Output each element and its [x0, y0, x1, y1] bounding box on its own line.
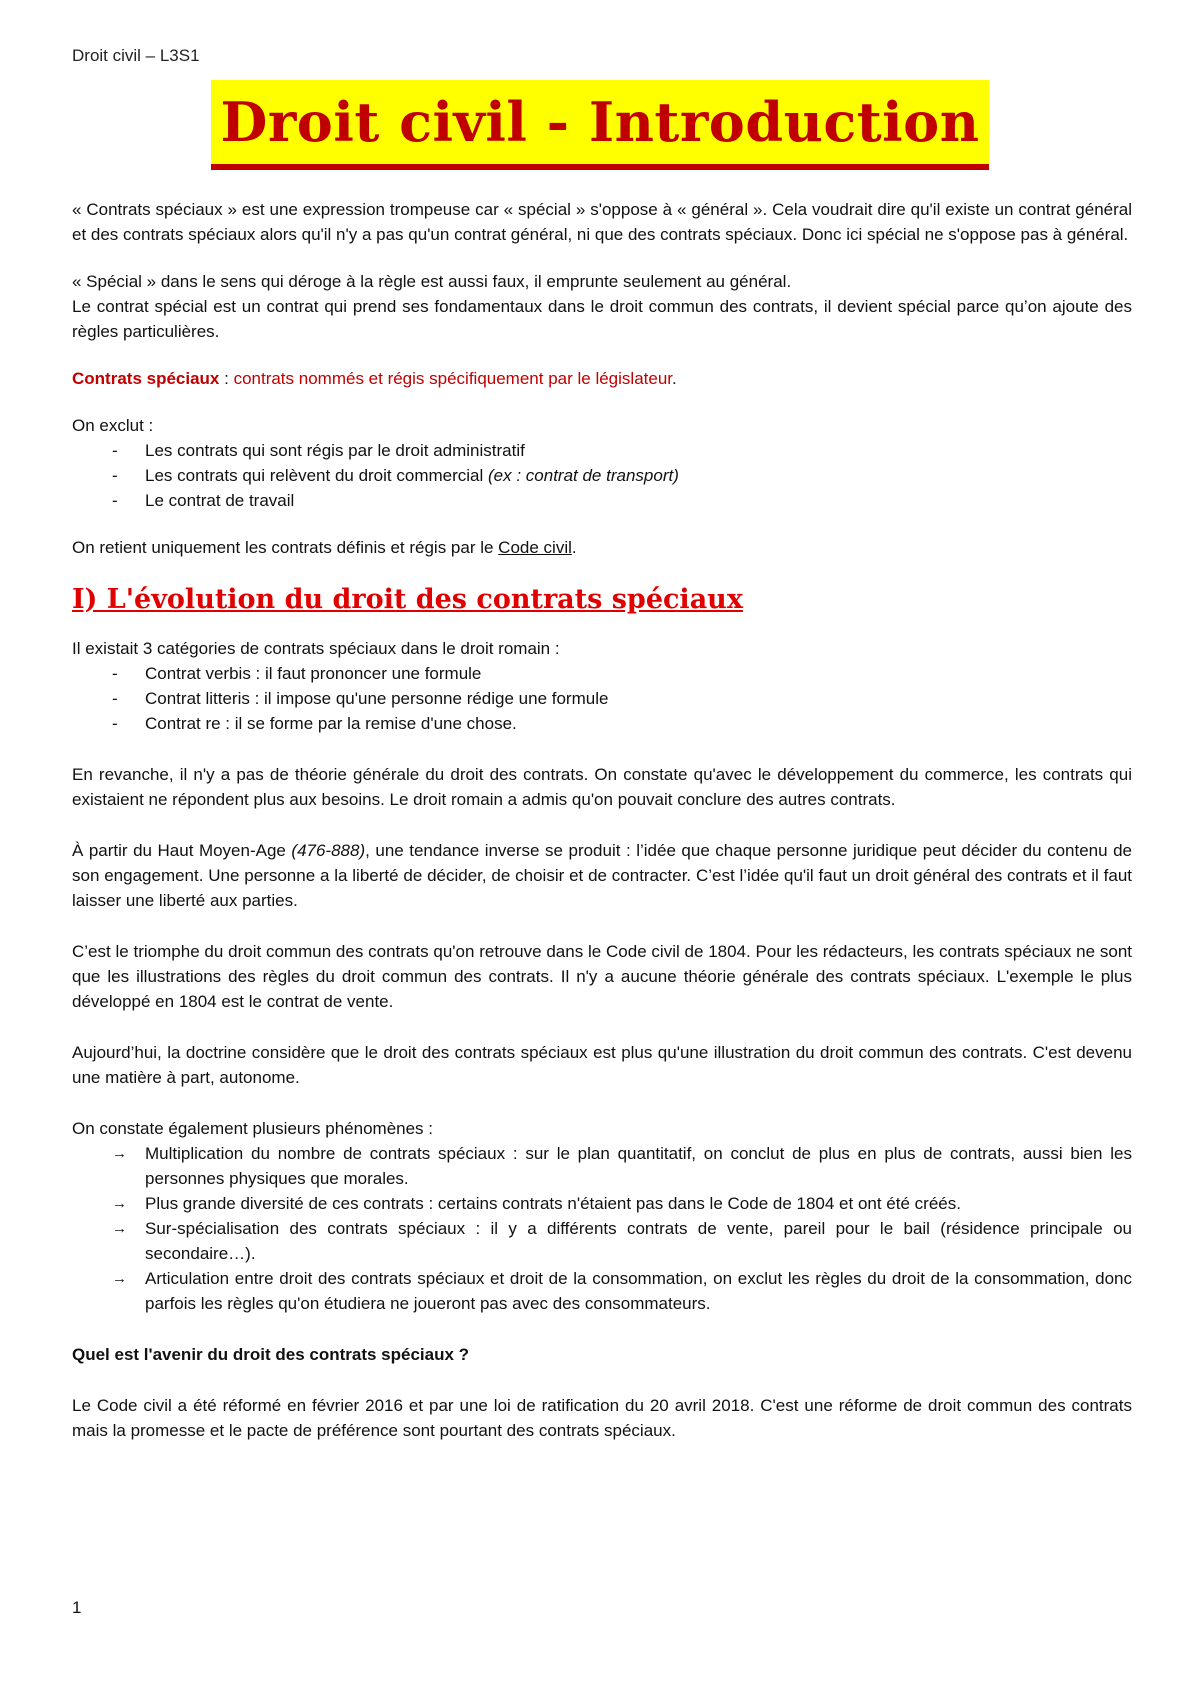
paragraph-reforme: Le Code civil a été réformé en février 2016 et par une loi de ratification du 20 avril 2018. C'est une réforme de droit commun des contrats mais la promesse et le pacte de préférence sont pourtant des contrats spéciaux. [72, 1396, 1132, 1440]
list-item: → Multiplication du nombre de contrats spéciaux : sur le plan quantitatif, on conclut de plus en plus de contrats, aussi bien les personnes physiques que morales. [72, 1141, 1132, 1191]
dash-bullet: - [112, 664, 118, 683]
section-heading-1: I) L'évolution du droit des contrats spéciaux [72, 584, 743, 615]
title-container [0, 80, 1200, 170]
definition-separator: : [219, 369, 234, 388]
paragraph-aujourdhui: Aujourd’hui, la doctrine considère que le droit des contrats spéciaux est plus qu'une illustration du droit commun des contrats. C'est devenu une matière à part, autonome. [72, 1043, 1132, 1087]
definition-text: contrats nommés et régis spécifiquement par le législateur [233, 369, 673, 388]
list-item: - Les contrats qui sont régis par le droit administratif [72, 438, 1132, 463]
paragraph-revanche: En revanche, il n'y a pas de théorie générale du droit des contrats. On constate qu'avec le développement du commerce, les contrats qui existaient ne répondent plus aux besoins. Le droit romain a admis qu'on pouvait conclure des autres contrats. [72, 765, 1132, 809]
question-heading: Quel est l'avenir du droit des contrats spéciaux ? [72, 1345, 470, 1364]
list-item: → Articulation entre droit des contrats spéciaux et droit de la consommation, on exclut les règles du droit de la consommation, donc parfois les règles qu'on étudiera ne joueront pas avec des consommateurs. [72, 1266, 1132, 1316]
phenomena-intro: On constate également plusieurs phénomènes : [72, 1119, 434, 1138]
definition-paragraph [72, 366, 1132, 391]
roman-contracts-list [72, 661, 1132, 736]
code-civil-link[interactable]: Code civil [498, 538, 572, 557]
list-item: - Contrat re : il se forme par la remise d'une chose. [72, 711, 1132, 736]
list-item: - Contrat litteris : il impose qu'une personne rédige une formule [72, 686, 1132, 711]
paragraph-moyen-age: À partir du Haut Moyen-Age (476-888), une tendance inverse se produit : l’idée que chaque personne juridique peut décider du contenu de son engagement. Une personne a la liberté de décider, de choisir et de contracter. C’est l’idée qu'il faut un droit général des contrats et il faut laisser une liberté aux parties. [72, 841, 1132, 910]
example-note: (ex : contrat de transport) [488, 466, 679, 485]
intro-paragraph-1: « Contrats spéciaux » est une expression trompeuse car « spécial » s'oppose à « général ». Cela voudrait dire qu'il existe un contrat général et des contrats spéciaux alors qu'il n'y a pas qu'un contrat général, ni que des contrats spéciaux. Donc ici spécial ne s'oppose pas à général. [72, 200, 1132, 244]
dash-bullet: - [112, 491, 118, 510]
list-item: - Les contrats qui relèvent du droit commercial (ex : contrat de transport) [72, 463, 1132, 488]
dash-bullet: - [112, 441, 118, 460]
definition-term: Contrats spéciaux [72, 369, 220, 388]
dash-bullet: - [112, 714, 118, 733]
roman-intro: Il existait 3 catégories de contrats spéciaux dans le droit romain : [72, 639, 560, 658]
paragraph-triomphe: C’est le triomphe du droit commun des contrats qu'on retrouve dans le Code civil de 1804. Pour les rédacteurs, les contrats spéciaux ne sont que les illustrations des règles du droit commun des contrats. Il n'y a aucune théorie générale des contrats spéciaux. L'exemple le plus développé en 1804 est le contrat de vente. [72, 942, 1132, 1011]
dash-bullet: - [112, 689, 118, 708]
dates-range: (476-888) [291, 841, 366, 860]
intro-paragraph-2-line-1: « Spécial » dans le sens qui déroge à la règle est aussi faux, il emprunte seulement au général. [72, 272, 792, 291]
exclusion-intro: On exclut : [72, 416, 154, 435]
document-title: Droit civil - Introduction [211, 80, 990, 170]
document-body [72, 197, 1132, 1443]
exclusion-list [72, 438, 1132, 513]
phenomena-list [72, 1141, 1132, 1316]
running-header: Droit civil – L3S1 [72, 46, 200, 65]
list-item: - Le contrat de travail [72, 488, 1132, 513]
dash-bullet: - [112, 466, 118, 485]
list-item: → Sur-spécialisation des contrats spéciaux : il y a différents contrats de vente, pareil pour le bail (résidence principale ou secondaire…). [72, 1216, 1132, 1266]
intro-paragraph-2-line-2: Le contrat spécial est un contrat qui prend ses fondamentaux dans le droit commun des contrats, il devient spécial parce qu’on ajoute des règles particulières. [72, 297, 1132, 341]
arrow-bullet-icon: → [112, 1145, 127, 1162]
definition-end: . [672, 369, 677, 388]
arrow-bullet-icon: → [112, 1270, 127, 1287]
list-item: - Contrat verbis : il faut prononcer une formule [72, 661, 1132, 686]
list-item: → Plus grande diversité de ces contrats : certains contrats n'étaient pas dans le Code de 1804 et ont été créés. [72, 1191, 1132, 1216]
arrow-bullet-icon: → [112, 1220, 127, 1237]
page-number: 1 [72, 1598, 82, 1617]
arrow-bullet-icon: → [112, 1195, 127, 1212]
retained-paragraph: On retient uniquement les contrats définis et régis par le Code civil. [72, 538, 577, 557]
